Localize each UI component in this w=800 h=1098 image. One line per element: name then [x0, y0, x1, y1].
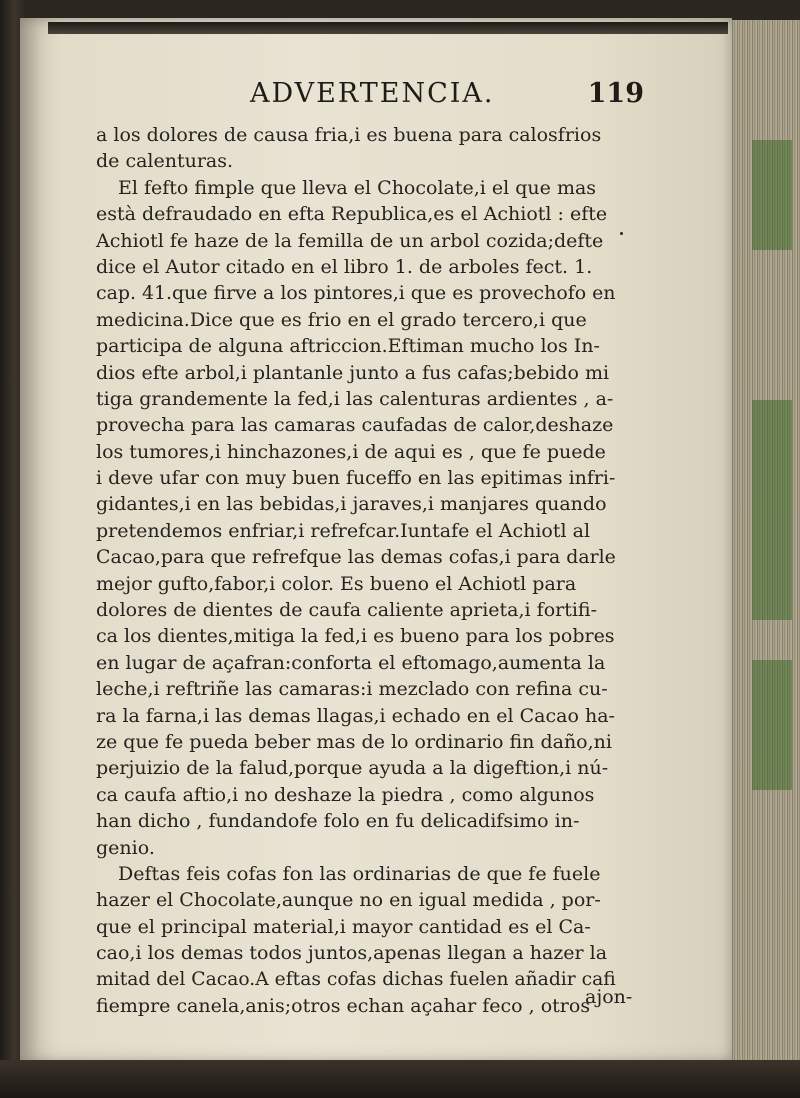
text-line: medicina.Dice que es frio en el grado tercero,i que	[96, 308, 587, 331]
page-block-edges	[728, 20, 800, 1060]
text-line: mitad del Cacao.A eftas cofas dichas fuelen añadir cafi	[96, 968, 616, 990]
text-line: han dicho , fundandofe folo en fu delicadifsimo in-	[96, 810, 580, 833]
text-line: de calenturas.	[96, 150, 234, 173]
text-line: ca los dientes,mitiga la fed,i es bueno para los pobres	[96, 625, 615, 648]
text-line: tiga grandemente la fed,i las calenturas ardientes , a-	[96, 387, 614, 410]
text-line: dice el Autor citado en el libro 1. de arboles fect. 1.	[96, 255, 593, 278]
text-line: gidantes,i en las bebidas,i jaraves,i manjares quando	[96, 493, 607, 516]
edge-stain	[752, 660, 792, 790]
running-title: ADVERTENCIA.	[250, 78, 495, 109]
body-text	[96, 122, 616, 1019]
edge-stain	[752, 400, 792, 620]
text-line: ca caufa aftio,i no deshaze la piedra , como algunos	[96, 783, 595, 806]
text-line: genio.	[96, 836, 155, 859]
text-line: El fefto fimple que lleva el Chocolate,i el que mas	[118, 176, 597, 199]
text-line: en lugar de açafran:conforta el eftomago,aumenta la	[96, 651, 606, 674]
text-line: està defraudado en efta Republica,es el Achiotl : efte	[96, 203, 608, 226]
text-line: participa de alguna aftriccion.Eftiman mucho los In-	[96, 335, 600, 358]
text-line: los tumores,i hinchazones,i de aqui es , que fe puede	[96, 440, 606, 463]
text-line: perjuizio de la falud,porque ayuda a la digeftion,i nú-	[96, 757, 609, 780]
book-page	[20, 18, 732, 1063]
ink-dot	[620, 232, 623, 235]
text-line: i deve ufar con muy buen fuceffo en las epitimas infri-	[96, 467, 616, 490]
text-line: fiempre canela,anis;otros echan açahar feco , otros	[96, 994, 591, 1017]
page-header	[60, 78, 710, 118]
text-line: ra la farna,i las demas llagas,i echado en el Cacao ha-	[96, 704, 615, 727]
text-line: ze que fe pueda beber mas de lo ordinario fin daño,ni	[96, 730, 612, 753]
catchword: ajon-	[585, 986, 633, 1008]
text-line: cao,i los demas todos juntos,apenas llegan a hazer la	[96, 942, 608, 965]
text-line: que el principal material,i mayor cantidad es el Ca-	[96, 915, 591, 938]
text-line: Achiotl fe haze de la femilla de un arbol cozida;defte	[96, 229, 604, 252]
text-line: hazer el Chocolate,aunque no en igual medida , por-	[96, 889, 601, 912]
edge-stain	[752, 140, 792, 250]
text-line: Deftas feis cofas fon las ordinarias de que fe fuele	[118, 862, 601, 885]
text-line: leche,i reftriñe las camaras:i mezclado con refina cu-	[96, 678, 608, 701]
page-number: 119	[587, 78, 644, 109]
text-line: pretendemos enfriar,i refrefcar.Iuntafe el Achiotl al	[96, 519, 591, 542]
text-line: mejor gufto,fabor,i color. Es bueno el Achiotl para	[96, 572, 577, 595]
text-line: a los dolores de causa fria,i es buena para calosfrios	[96, 124, 602, 146]
bottom-shadow	[0, 1060, 800, 1098]
text-line: provecha para las camaras caufadas de calor,deshaze	[96, 414, 614, 437]
text-line: dolores de dientes de caufa caliente aprieta,i fortifi-	[96, 599, 598, 622]
text-line: Cacao,para que refrefque las demas cofas,i para darle	[96, 546, 616, 569]
text-line: cap. 41.que firve a los pintores,i que es provechofo en	[96, 282, 616, 305]
page-top-shadow	[48, 22, 728, 34]
text-line: dios efte arbol,i plantanle junto a fus cafas;bebido mi	[96, 361, 610, 384]
